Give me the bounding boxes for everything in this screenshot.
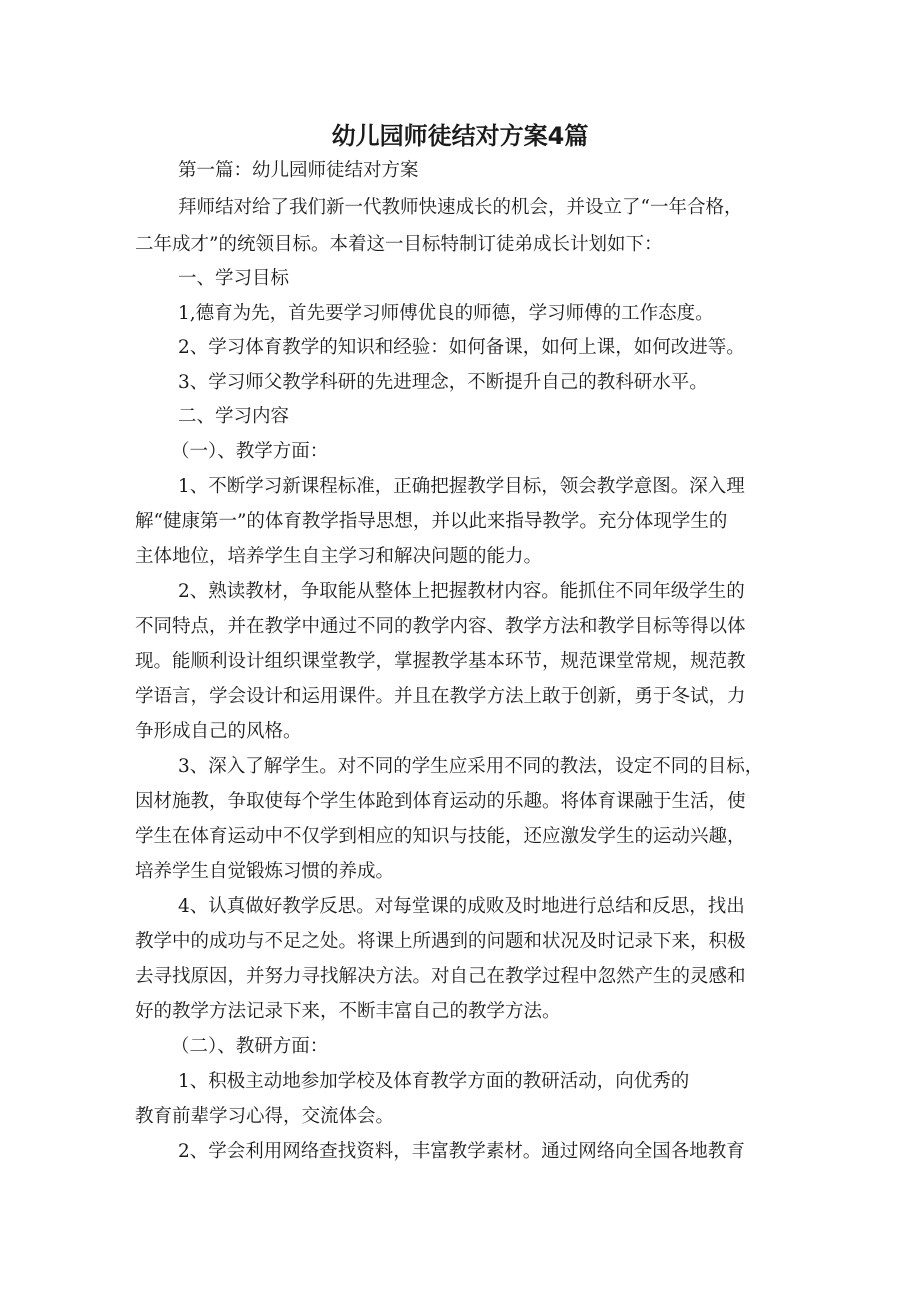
paragraph-line: 教育前辈学习心得，交流体会。 (135, 1106, 395, 1127)
paragraph-line: 培养学生自觉锻炼习惯的养成。 (135, 861, 395, 882)
paragraph-line: 去寻找原因，并努力寻找解决方法。对自己在教学过程中忽然产生的灵感和 (135, 966, 746, 987)
document-title: 幼儿园师徒结对方案4篇 (331, 122, 589, 150)
paragraph-line: 好的教学方法记录下来，不断丰富自己的教学方法。 (135, 1001, 561, 1022)
paragraph-line: 2、学会利用网络查找资料，丰富教学素材。通过网络向全国各地教育 (178, 1141, 745, 1162)
list-item: 3、学习师父教学科研的先进理念，不断提升自己的教科研水平。 (178, 372, 708, 393)
paragraph-line: 1、积极主动地参加学校及体育教学方面的教研活动，向优秀的 (178, 1071, 690, 1092)
list-item: 2、学习体育教学的知识和经验：如何备课，如何上课，如何改进等。 (178, 337, 745, 358)
paragraph-line: 解“健康第一”的体育教学指导思想，并以此来指导教学。充分体现学生的 (135, 511, 728, 532)
subheading-line: （二）、教研方面： (171, 1036, 329, 1057)
paragraph-line: 4、认真做好教学反思。对每堂课的成败及时地进行总结和反思，找出 (178, 896, 745, 917)
heading-line: 二、学习内容 (178, 406, 290, 427)
paragraph-line: 二年成才”的统领目标。本着这一目标特制订徒弟成长计划如下： (135, 234, 663, 255)
paragraph-line: 2、熟读教材，争取能从整体上把握教材内容。能抓住不同年级学生的 (178, 581, 745, 602)
heading-line: 一、学习目标 (178, 268, 290, 289)
section-heading: 第一篇：幼儿园师徒结对方案 (178, 160, 419, 181)
paragraph-line: 3、深入了解学生。对不同的学生应采用不同的教法，设定不同的目标， (178, 756, 764, 777)
subheading-line: （一）、教学方面： (171, 441, 329, 462)
paragraph-line: 不同特点，并在教学中通过不同的教学内容、教学方法和教学目标等得以体 (135, 616, 746, 637)
paragraph-line: 因材施教，争取使每个学生体跄到体育运动的乐趣。将体育课融于生活，使 (135, 791, 746, 812)
paragraph-line: 学生在体育运动中不仅学到相应的知识与技能，还应激发学生的运动兴趣， (135, 826, 746, 847)
paragraph-line: 教学中的成功与不足之处。将课上所遇到的问题和状况及时记录下来，积极 (135, 931, 746, 952)
paragraph-line: 争形成自己的风格。 (135, 721, 302, 742)
paragraph-line: 拜师结对给了我们新一代教师快速成长的机会，并设立了“一年合格， (178, 197, 743, 218)
paragraph-line: 现。能顺利设计组织课堂教学，掌握教学基本环节，规范课堂常规，规范教 (135, 651, 746, 672)
paragraph-line: 学语言，学会设计和运用课件。并且在教学方法上敢于创新，勇于冬试，力 (135, 686, 746, 707)
paragraph-line: 主体地位，培养学生自主学习和解决问题的能力。 (135, 546, 543, 567)
paragraph-line: 1、不断学习新课程标准，正确把握教学目标，领会教学意图。深入理 (178, 476, 745, 497)
list-item: 1,德育为先，首先要学习师傅优良的师德，学习师傅的工作态度。 (178, 303, 714, 324)
